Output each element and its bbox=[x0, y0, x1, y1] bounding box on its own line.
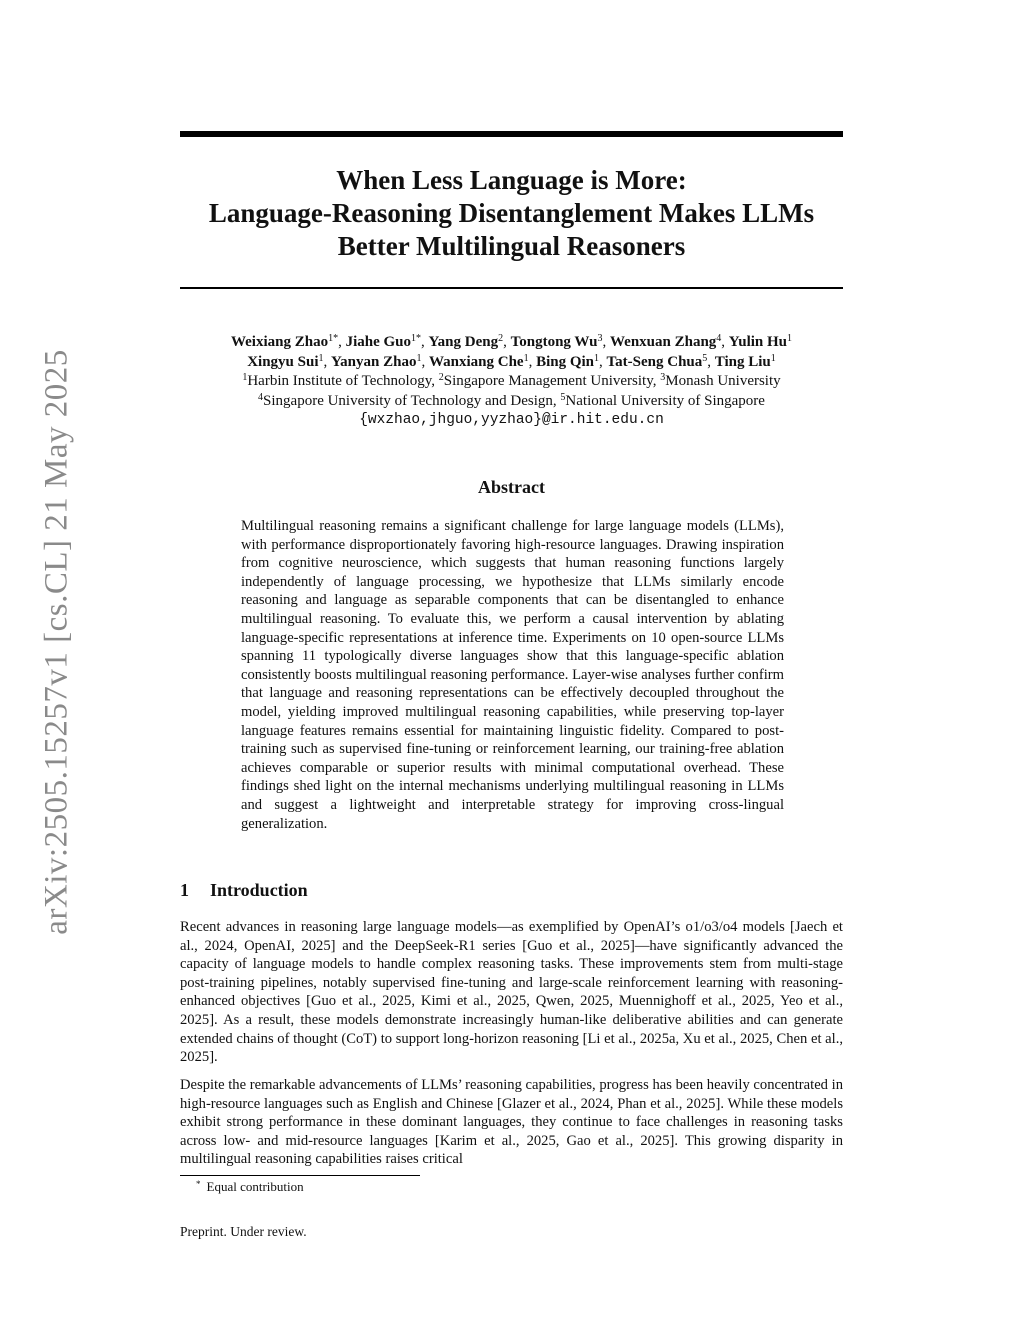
introduction-paragraph: Recent advances in reasoning large language models—as exemplified by OpenAI’s o1/o3/o4 models [Jaech et al., 2024, OpenAI, 2025] and the DeepSeek-R1 series [Guo et al., 2025]—have significantly advanced the capacity of language models to handle complex reasoning tasks. These improvements stem from multi-stage post-training pipelines, notably supervised fine-tuning and large-scale reinforcement learning with reasoning-enhanced objectives [Guo et al., 2025, Kimi et al., 2025, Qwen, 2025, Muennighoff et al., 2025, Yeo et al., 2025]. As a result, these models demonstrate increasingly human-like deliberative abilities and can generate extended chains of thought (CoT) to support long-horizon reasoning [Li et al., 2025a, Xu et al., 2025, Chen et al., 2025]. bbox=[180, 919, 843, 1066]
section-heading-introduction bbox=[180, 880, 308, 901]
footnote bbox=[196, 1179, 304, 1195]
author-name: Wenxuan Zhang bbox=[609, 334, 717, 350]
author-affiliation-mark: 1* bbox=[328, 333, 339, 344]
footnote-rule bbox=[180, 1175, 420, 1176]
author-affiliation-mark: 1 bbox=[770, 352, 776, 364]
author-name: Jiahe Guo bbox=[345, 334, 412, 350]
author-affiliation-mark: 4 bbox=[716, 333, 722, 344]
affiliation-line: $^1$Harbin Institute of Technology, $^2$Singapore Management University, $^3$Monash University bbox=[242, 372, 781, 389]
author-affiliation-mark: 5 bbox=[702, 352, 708, 364]
author-affiliation-mark: 1 bbox=[523, 352, 529, 364]
introduction-paragraph: Despite the remarkable advancements of LLMs’ reasoning capabilities, progress has been heavily concentrated in high-resource languages such as English and Chinese [Glazer et al., 2024, Phan et al., 2025]. While these models exhibit strong performance in these dominant languages, they continue to face challenges in reasoning tasks across low- and mid-resource languages [Karim et al., 2025, Gao et al., 2025]. This growing disparity in multilingual reasoning capabilities raises critical bbox=[180, 1077, 843, 1168]
abstract-paragraph: Multilingual reasoning remains a significant challenge for large language models (LLMs), with performance disproportionately favoring high-resource languages. Drawing inspiration from cognitive neuroscience, which suggests that human reasoning functions largely independently of language processing, we hypothesize that LLMs similarly encode reasoning and language as separable components that can be disentangled to enhance multilingual reasoning. To evaluate this, we perform a causal intervention by ablating language-specific representations at inference time. Experiments on 10 open-source LLMs spanning 11 typologically diverse languages show that this language-specific ablation consistently boosts multilingual reasoning performance. Layer-wise analyses further confirm that language and reasoning representations can be effectively decoupled throughout the model, yielding improved multilingual reasoning capabilities, while preserving top-layer language features remains essential for maintaining linguistic fidelity. Compared to post-training such as supervised fine-tuning or reinforcement learning, our training-free ablation achieves comparable or superior results with minimal computational overhead. These findings shed light on the internal mechanisms underlying multilingual reasoning in LLMs and suggest a lightweight and interpretable strategy for improving cross-lingual generalization. bbox=[241, 518, 784, 832]
author-name: Bing Qin bbox=[536, 353, 595, 370]
affiliation-name: Singapore University of Technology and Design bbox=[263, 392, 553, 409]
author-name: Tat-Seng Chua bbox=[606, 353, 703, 370]
author-name: Wanxiang Che bbox=[428, 353, 524, 370]
preprint-note: Preprint. Under review. bbox=[180, 1224, 307, 1239]
title-top-rule bbox=[180, 131, 843, 137]
author-name: Yang Deng bbox=[428, 334, 499, 350]
author-name: Yanyan Zhao bbox=[331, 353, 417, 370]
affiliation-name: Harbin Institute of Technology bbox=[247, 373, 432, 389]
affiliation-name: National University of Singapore bbox=[565, 392, 765, 409]
author-affiliation-mark: 1 bbox=[787, 333, 793, 344]
arxiv-identifier-stamp: arXiv:2505.15257v1 [cs.CL] 21 May 2025 bbox=[38, 349, 75, 935]
section-title: Introduction bbox=[210, 880, 308, 900]
author-affiliation-mark: 1* bbox=[411, 333, 422, 344]
affiliation-line: $^4$Singapore University of Technology and Design, $^5$National University of Singapore bbox=[258, 391, 765, 409]
title-line: When Less Language is More: bbox=[336, 165, 687, 195]
author-block bbox=[170, 333, 853, 431]
affiliation-name: Singapore Management University bbox=[443, 373, 653, 389]
affiliation-name: Monash University bbox=[665, 373, 781, 389]
title-bottom-rule bbox=[180, 287, 843, 289]
paper-title bbox=[180, 164, 843, 263]
author-name: Ting Liu bbox=[714, 353, 771, 370]
footnote-mark: * bbox=[196, 1179, 201, 1189]
author-affiliation-mark: 2 bbox=[498, 333, 504, 344]
contact-email[interactable]: {wxzhao,jhguo,yyzhao}@ir.hit.edu.cn bbox=[359, 412, 664, 428]
author-name: Tongtong Wu bbox=[510, 334, 598, 350]
author-affiliation-mark: 1 bbox=[416, 352, 422, 364]
author-affiliation-mark: 1 bbox=[594, 352, 600, 364]
author-affiliation-mark: 3 bbox=[597, 333, 603, 344]
title-line: Better Multilingual Reasoners bbox=[337, 231, 686, 261]
author-name: Yulin Hu bbox=[728, 334, 788, 350]
author-affiliation-mark: 1 bbox=[318, 352, 324, 364]
abstract-heading: Abstract bbox=[478, 477, 545, 497]
author-line: Xingyu Sui$^1$, Yanyan Zhao$^1$, Wanxiang Che$^1$, Bing Qin$^1$, Tat-Seng Chua$^5$, Ting Liu$^1$ bbox=[247, 352, 776, 370]
abstract-body bbox=[241, 517, 784, 833]
author-line: Weixiang Zhao$^{1*}$, Jiahe Guo$^{1*}$, Yang Deng$^2$, Tongtong Wu$^3$, Wenxuan Zhang$^4$, Yulin Hu$^1$ bbox=[230, 333, 793, 350]
author-name: Xingyu Sui bbox=[247, 353, 319, 370]
footnote-text: Equal contribution bbox=[206, 1179, 304, 1194]
section-number: 1 bbox=[180, 880, 189, 900]
title-line: Language-Reasoning Disentanglement Makes LLMs bbox=[208, 198, 815, 228]
author-name: Weixiang Zhao bbox=[230, 334, 329, 350]
